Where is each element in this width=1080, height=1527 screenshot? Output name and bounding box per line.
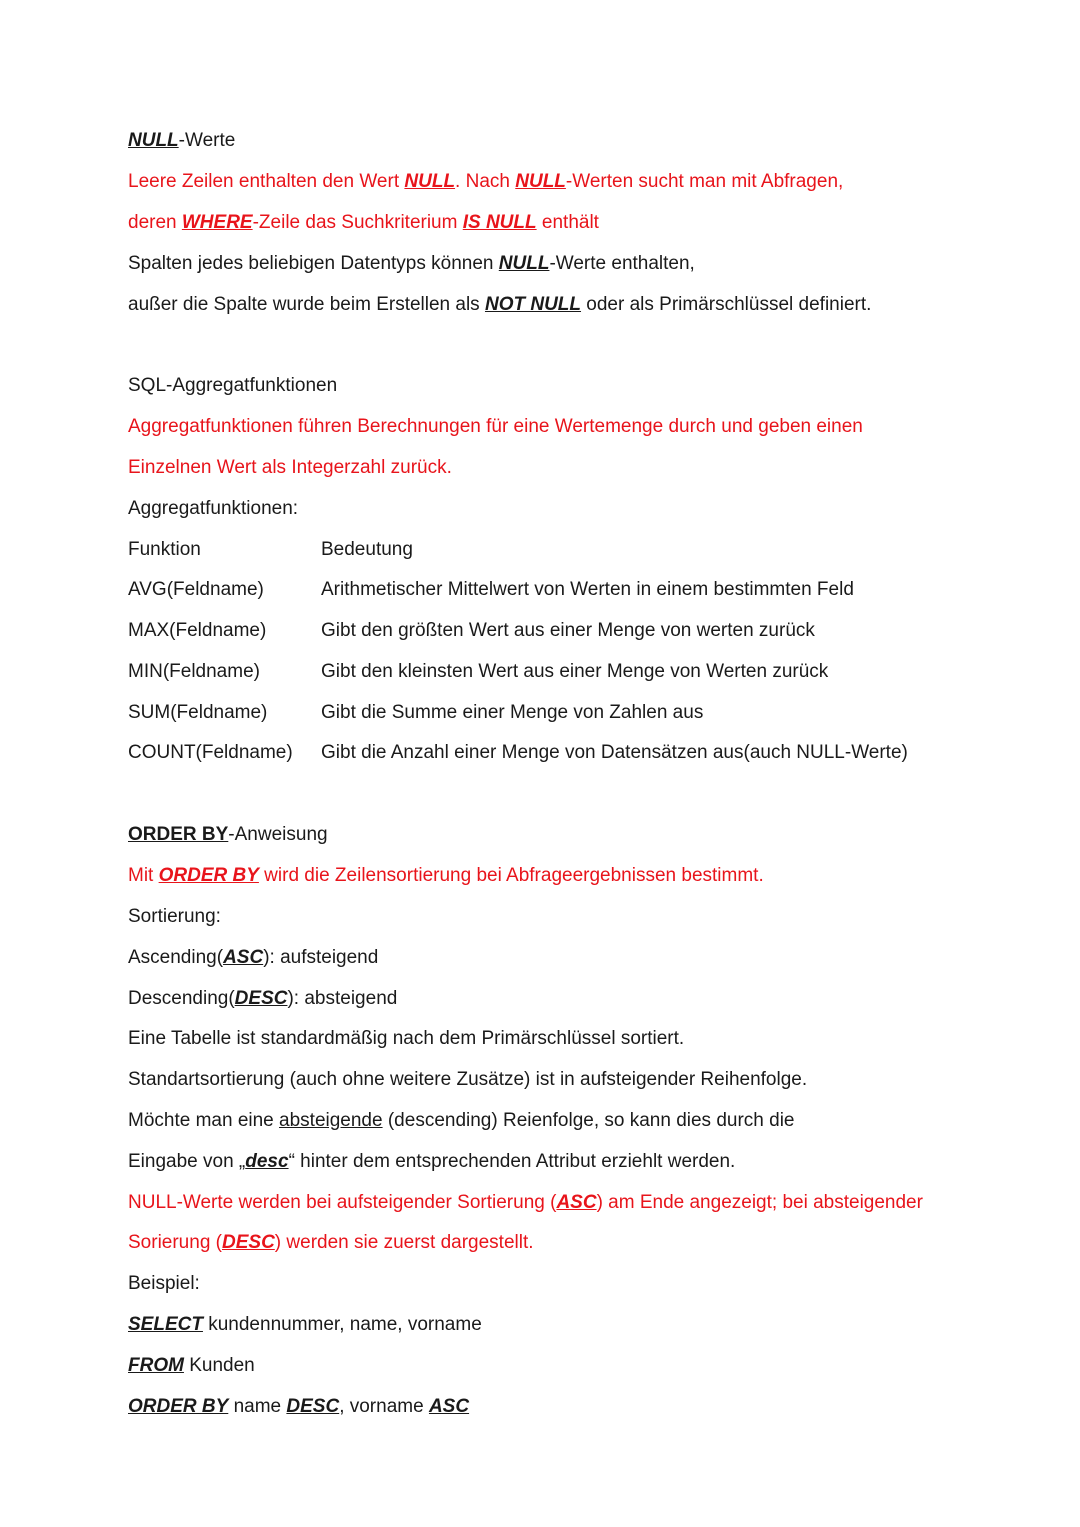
aggregate-desc-line-1: Aggregatfunktionen führen Berechnungen für eine Wertemenge durch und geben einen — [128, 416, 863, 437]
text: name — [228, 1396, 287, 1417]
header-function: Funktion — [128, 539, 201, 560]
function-name: MAX(Feldname) — [128, 620, 267, 641]
orderby-text-1: Eine Tabelle ist standardmäßig nach dem Primärschlüssel sortiert. — [128, 1028, 685, 1049]
desc-keyword: DESC — [286, 1396, 340, 1417]
text: -Werte enthalten, — [549, 253, 695, 274]
orderby-keyword: ORDER BY — [128, 1396, 229, 1417]
text: Ascending( — [128, 947, 224, 968]
function-meaning: Gibt die Anzahl einer Menge von Datensätzen aus(auch NULL-Werte) — [321, 742, 908, 763]
where-keyword: WHERE — [181, 212, 253, 233]
text: Kunden — [183, 1355, 255, 1376]
function-meaning: Gibt den kleinsten Wert aus einer Menge von Werten zurück — [321, 661, 829, 682]
text: ) am Ende angezeigt; bei absteigender — [596, 1192, 923, 1213]
null-keyword: NULL — [404, 171, 456, 192]
text: ): aufsteigend — [263, 947, 379, 968]
header-meaning: Bedeutung — [321, 539, 413, 560]
desc-keyword: desc — [245, 1151, 289, 1172]
text: oder als Primärschlüssel definiert. — [581, 294, 872, 315]
text: Eingabe von „ — [128, 1151, 246, 1172]
orderby-null-note-2 — [128, 1231, 534, 1255]
text: kundennummer, name, vorname — [202, 1314, 482, 1335]
is-null-keyword: IS NULL — [462, 212, 537, 233]
orderby-keyword: ORDER BY — [158, 865, 259, 886]
asc-line — [128, 946, 378, 970]
desc-line — [128, 987, 397, 1011]
null-desc-line-3 — [128, 252, 695, 276]
text: Sorierung ( — [128, 1232, 222, 1253]
sql-line-orderby — [128, 1395, 469, 1419]
text: , vorname — [339, 1396, 429, 1417]
desc-keyword: DESC — [222, 1232, 275, 1253]
sql-line-from — [128, 1354, 255, 1378]
text: . Nach — [455, 171, 516, 192]
text: -Zeile das Suchkriterium — [252, 212, 463, 233]
orderby-text-2: Standartsortierung (auch ohne weitere Zusätze) ist in aufsteigender Reihenfolge. — [128, 1069, 808, 1090]
text: enthält — [536, 212, 599, 233]
null-keyword: NULL — [515, 171, 566, 192]
null-desc-line-4 — [128, 293, 871, 317]
orderby-null-note-1 — [128, 1191, 923, 1215]
text: NULL-Werte werden bei aufsteigender Sortierung ( — [128, 1192, 557, 1213]
text: ) werden sie zuerst dargestellt. — [274, 1232, 534, 1253]
text: Möchte man eine — [128, 1110, 280, 1131]
null-keyword: NULL — [128, 130, 179, 151]
function-name: SUM(Feldname) — [128, 702, 268, 723]
function-meaning: Gibt den größten Wert aus einer Menge von werten zurück — [321, 620, 815, 641]
null-desc-line-1 — [128, 170, 843, 194]
function-meaning: Arithmetischer Mittelwert von Werten in einem bestimmten Feld — [321, 579, 854, 600]
null-desc-line-2 — [128, 211, 599, 235]
not-null-keyword: NOT NULL — [484, 294, 582, 315]
text: wird die Zeilensortierung bei Abfrageergebnissen bestimmt. — [258, 865, 764, 886]
function-name: COUNT(Feldname) — [128, 742, 293, 763]
orderby-intro — [128, 864, 764, 888]
desc-keyword: DESC — [234, 988, 288, 1009]
asc-keyword: ASC — [428, 1396, 470, 1417]
null-heading — [128, 129, 235, 153]
text: “ hinter dem entsprechenden Attribut erziehlt werden. — [288, 1151, 736, 1172]
orderby-heading — [128, 823, 328, 847]
asc-keyword: ASC — [223, 947, 264, 968]
heading-text: -Werte — [178, 130, 236, 151]
orderby-text-4 — [128, 1150, 735, 1174]
sort-label: Sortierung: — [128, 906, 221, 927]
aggregate-list-label: Aggregatfunktionen: — [128, 498, 299, 519]
function-name: AVG(Feldname) — [128, 579, 264, 600]
text: außer die Spalte wurde beim Erstellen als — [128, 294, 485, 315]
text: ): absteigend — [287, 988, 398, 1009]
null-keyword: NULL — [498, 253, 550, 274]
text: (descending) Reienfolge, so kann dies durch die — [382, 1110, 795, 1131]
orderby-keyword: ORDER BY — [128, 824, 229, 845]
sql-line-select — [128, 1313, 482, 1337]
function-meaning: Gibt die Summe einer Menge von Zahlen aus — [321, 702, 704, 723]
aggregate-heading: SQL-Aggregatfunktionen — [128, 375, 338, 396]
text: deren — [128, 212, 182, 233]
text: Leere Zeilen enthalten den Wert — [128, 171, 405, 192]
orderby-text-3 — [128, 1109, 795, 1133]
heading-text: -Anweisung — [228, 824, 328, 845]
example-label: Beispiel: — [128, 1273, 200, 1294]
text: Spalten jedes beliebigen Datentyps können — [128, 253, 499, 274]
function-name: MIN(Feldname) — [128, 661, 260, 682]
text: Descending( — [128, 988, 235, 1009]
text: Mit — [128, 865, 159, 886]
asc-keyword: ASC — [556, 1192, 597, 1213]
underlined-word: absteigende — [279, 1110, 383, 1131]
from-keyword: FROM — [128, 1355, 184, 1376]
text: -Werten sucht man mit Abfragen, — [565, 171, 844, 192]
select-keyword: SELECT — [128, 1314, 203, 1335]
aggregate-desc-line-2: Einzelnen Wert als Integerzahl zurück. — [128, 457, 452, 478]
